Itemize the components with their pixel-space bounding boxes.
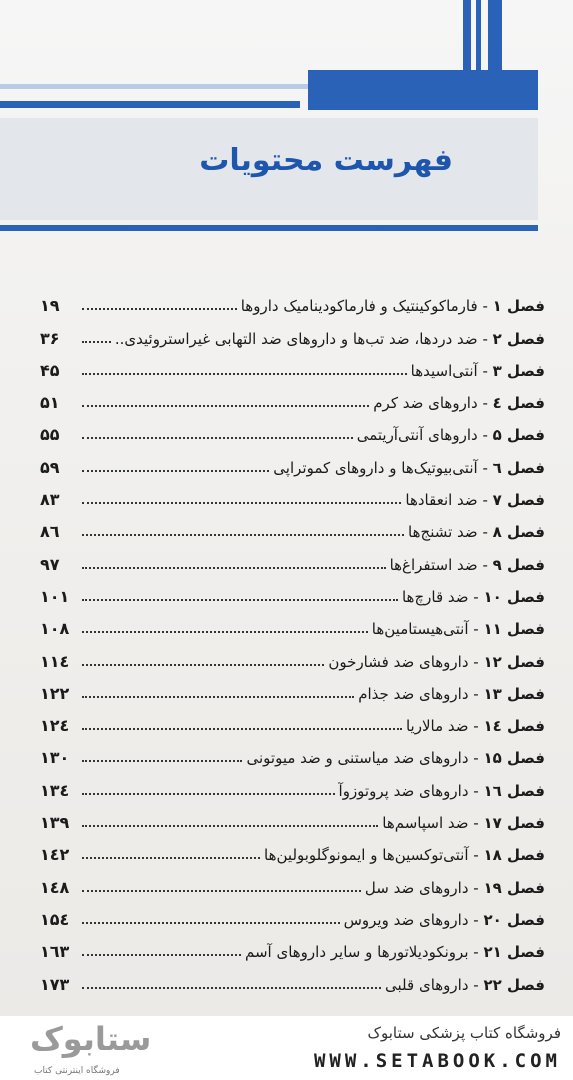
toc-row[interactable] <box>40 638 545 670</box>
toc-entry-label: فصل ۱۱ - آنتی‌هیستامین‌ها <box>371 620 545 639</box>
toc-page-number: ۱۲۲ <box>40 683 70 703</box>
toc-chapter-title: ضد دردها، ضد تب‌ها و داروهای ضد التهابی غیراستروئیدی.. <box>114 329 478 348</box>
toc-row[interactable] <box>40 509 545 541</box>
toc-dot-leader <box>82 598 398 601</box>
toc-row[interactable] <box>40 703 545 735</box>
decor-bar <box>0 84 310 89</box>
toc-chapter-title: برونکودیلاتورها و سایر داروهای آسم <box>244 943 469 962</box>
toc-chapter-title: داروهای ضد جذام <box>358 684 469 703</box>
toc-chapter-number: فصل ۳ <box>492 361 545 380</box>
shop-footer <box>0 1016 573 1080</box>
toc-dot-leader <box>82 340 111 343</box>
toc-entry-label: فصل ٤ - داروهای ضد کرم <box>373 394 545 413</box>
toc-page-number: ۹۷ <box>40 554 60 574</box>
toc-page-number: ۱۷۳ <box>40 974 70 994</box>
toc-entry-label: فصل ۱۹ - داروهای ضد سل <box>364 878 545 897</box>
toc-dot-leader <box>82 824 378 827</box>
toc-dot-leader <box>82 663 324 666</box>
toc-dot-leader <box>82 759 242 762</box>
shop-logo-subtitle: فروشگاه اینترنتی کتاب <box>34 1066 120 1076</box>
toc-row[interactable] <box>40 671 545 703</box>
toc-dot-leader <box>82 566 386 569</box>
toc-dot-leader <box>82 630 368 633</box>
toc-row[interactable] <box>40 800 545 832</box>
toc-entry-label: فصل ۷ - ضد انعقادها <box>405 491 545 510</box>
toc-dot-leader <box>82 727 402 730</box>
toc-page-number: ۱۵٤ <box>40 909 70 929</box>
toc-chapter-number: فصل ۱٤ <box>483 717 545 736</box>
toc-row[interactable] <box>40 315 545 347</box>
toc-page-number: ۵۵ <box>40 425 60 445</box>
toc-page-number: ۱۳۹ <box>40 813 70 833</box>
toc-page-number: ۳۶ <box>40 328 60 348</box>
toc-dot-leader <box>82 501 401 504</box>
toc-chapter-title: آنتی‌توکسین‌ها و ایمونوگلوبولین‌ها <box>264 846 469 865</box>
toc-dot-leader <box>82 469 269 472</box>
toc-chapter-number: فصل ۱٦ <box>483 781 545 800</box>
toc-page-number: ۱۲٤ <box>40 716 70 736</box>
toc-chapter-number: فصل ۱۸ <box>483 846 545 865</box>
toc-page-number: ۱٤۲ <box>40 845 70 865</box>
toc-chapter-number: فصل ۱ <box>492 297 545 316</box>
toc-chapter-title: داروهای قلبی <box>385 975 469 994</box>
toc-chapter-number: فصل ۲۰ <box>483 910 545 929</box>
toc-chapter-title: آنتی‌هیستامین‌ها <box>371 620 469 639</box>
toc-chapter-title: ضد تشنج‌ها <box>408 523 478 542</box>
toc-entry-label: فصل ۱۷ - ضد اسپاسم‌ها <box>382 814 545 833</box>
title-rule <box>0 225 538 231</box>
toc-row[interactable] <box>40 767 545 799</box>
toc-row[interactable] <box>40 897 545 929</box>
toc-entry-label: فصل ۲ - ضد دردها، ضد تب‌ها و داروهای ضد التهابی غیراستروئیدی.. <box>114 329 545 348</box>
toc-chapter-number: فصل ٦ <box>492 458 545 477</box>
toc-dot-leader <box>82 792 335 795</box>
table-of-contents <box>40 283 545 994</box>
toc-row[interactable] <box>40 961 545 993</box>
toc-chapter-number: فصل ۱۰ <box>483 587 545 606</box>
toc-row[interactable] <box>40 606 545 638</box>
toc-chapter-title: داروهای آنتی‌آریتمی <box>356 426 478 445</box>
toc-entry-label: فصل ۱۵ - داروهای ضد میاستنی و ضد میوتونی <box>246 749 545 768</box>
toc-chapter-title: ضد انعقادها <box>405 491 478 510</box>
toc-page-number: ۸۳ <box>40 490 60 510</box>
toc-row[interactable] <box>40 735 545 767</box>
toc-entry-label: فصل ۱ - فارماکوکینتیک و فارماکودینامیک داروها <box>240 297 545 316</box>
toc-chapter-title: آنتی‌بیوتیک‌ها و داروهای کموتراپی <box>273 458 478 477</box>
toc-dot-leader <box>82 372 407 375</box>
toc-row[interactable] <box>40 283 545 315</box>
toc-entry-label: فصل ۲۰ - داروهای ضد ویروس <box>343 910 545 929</box>
shop-url-link[interactable]: WWW.SETABOOK.COM <box>313 1050 561 1072</box>
toc-chapter-title: ضد قارچ‌ها <box>401 587 469 606</box>
toc-chapter-title: ضد اسپاسم‌ها <box>382 814 469 833</box>
toc-page-number: ۱۱٤ <box>40 651 70 671</box>
toc-page-number: ۱۳٤ <box>40 780 70 800</box>
toc-page-number: ۱٤۸ <box>40 877 70 897</box>
toc-row[interactable] <box>40 444 545 476</box>
toc-chapter-number: فصل ۱۲ <box>483 652 545 671</box>
toc-dot-leader <box>82 307 237 310</box>
toc-chapter-title: داروهای ضد فشارخون <box>328 652 469 671</box>
toc-entry-label: فصل ۸ - ضد تشنج‌ها <box>408 523 545 542</box>
page-title: فهرست محتویات <box>199 143 453 178</box>
toc-dot-leader <box>82 695 354 698</box>
toc-chapter-number: فصل ۱۳ <box>483 684 545 703</box>
decor-stripe <box>463 0 471 75</box>
toc-row[interactable] <box>40 380 545 412</box>
toc-chapter-number: فصل ۱۷ <box>483 814 545 833</box>
toc-entry-label: فصل ۱۰ - ضد قارچ‌ها <box>401 587 545 606</box>
toc-chapter-number: فصل ۲۲ <box>483 975 545 994</box>
toc-page-number: ۱٦۳ <box>40 942 70 962</box>
toc-dot-leader <box>82 436 353 439</box>
toc-entry-label: فصل ۹ - ضد استفراغ‌ها <box>389 555 545 574</box>
toc-chapter-title: آنتی‌اسیدها <box>410 361 478 380</box>
toc-row[interactable] <box>40 541 545 573</box>
toc-row[interactable] <box>40 348 545 380</box>
toc-page-number: ۱۰۱ <box>40 586 70 606</box>
toc-dot-leader <box>82 404 369 407</box>
toc-chapter-number: فصل ۱۱ <box>483 620 545 639</box>
toc-entry-label: فصل ۳ - آنتی‌اسیدها <box>410 361 545 380</box>
toc-page-number: ۱۳۰ <box>40 748 70 768</box>
toc-dot-leader <box>82 856 260 859</box>
toc-dot-leader <box>82 889 361 892</box>
toc-page-number: ۴۵ <box>40 360 60 380</box>
toc-row[interactable] <box>40 832 545 864</box>
shop-name: فروشگاه کتاب پزشکی ستابوک <box>367 1024 561 1042</box>
toc-entry-label: فصل ۱۳ - داروهای ضد جذام <box>358 684 545 703</box>
toc-row[interactable] <box>40 929 545 961</box>
toc-chapter-title: داروهای ضد ویروس <box>343 910 469 929</box>
toc-chapter-title: داروهای ضد کرم <box>373 394 478 413</box>
toc-entry-label: فصل ۲۲ - داروهای قلبی <box>385 975 545 994</box>
toc-page-number: ۵۱ <box>40 393 60 413</box>
toc-entry-label: فصل ۱۲ - داروهای ضد فشارخون <box>328 652 545 671</box>
toc-dot-leader <box>82 953 241 956</box>
toc-chapter-title: داروهای ضد میاستنی و ضد میوتونی <box>246 749 469 768</box>
toc-dot-leader <box>82 533 404 536</box>
decor-stripe <box>488 0 502 75</box>
toc-chapter-title: ضد مالاریا <box>405 717 469 736</box>
decor-stripe <box>476 0 481 75</box>
toc-chapter-title: داروهای ضد سل <box>364 878 469 897</box>
toc-chapter-number: فصل ۲ <box>492 329 545 348</box>
toc-chapter-number: فصل ۹ <box>492 555 545 574</box>
toc-entry-label: فصل ۱۸ - آنتی‌توکسین‌ها و ایمونوگلوبولین‌ها <box>264 846 545 865</box>
toc-row[interactable] <box>40 477 545 509</box>
decor-bar <box>0 101 300 108</box>
toc-row[interactable] <box>40 574 545 606</box>
toc-page-number: ۸٦ <box>40 522 60 542</box>
toc-row[interactable] <box>40 412 545 444</box>
toc-chapter-number: فصل ٤ <box>492 394 545 413</box>
toc-dot-leader <box>82 986 381 989</box>
shop-logo[interactable]: ستابوک <box>30 1020 152 1058</box>
toc-page-number: ۱۹ <box>40 296 60 316</box>
toc-entry-label: فصل ۱٤ - ضد مالاریا <box>405 717 545 736</box>
toc-chapter-number: فصل ۸ <box>492 523 545 542</box>
toc-entry-label: فصل ۵ - داروهای آنتی‌آریتمی <box>356 426 545 445</box>
toc-chapter-number: فصل ۱۹ <box>483 878 545 897</box>
toc-chapter-number: فصل ۲۱ <box>483 943 545 962</box>
toc-chapter-title: داروهای ضد پروتوزوآ <box>338 781 469 800</box>
toc-chapter-title: ضد استفراغ‌ها <box>389 555 478 574</box>
toc-dot-leader <box>82 921 340 924</box>
toc-page-number: ۱۰۸ <box>40 619 70 639</box>
toc-entry-label: فصل ۲۱ - برونکودیلاتورها و سایر داروهای آسم <box>244 943 545 962</box>
toc-chapter-number: فصل ۷ <box>492 491 545 510</box>
toc-row[interactable] <box>40 864 545 896</box>
toc-chapter-title: فارماکوکینتیک و فارماکودینامیک داروها <box>240 297 478 316</box>
decor-bar <box>308 70 538 110</box>
toc-chapter-number: فصل ۵ <box>492 426 545 445</box>
toc-chapter-number: فصل ۱۵ <box>483 749 545 768</box>
toc-entry-label: فصل ۱٦ - داروهای ضد پروتوزوآ <box>338 781 545 800</box>
toc-page-number: ۵۹ <box>40 457 60 477</box>
toc-entry-label: فصل ٦ - آنتی‌بیوتیک‌ها و داروهای کموتراپی <box>273 458 545 477</box>
